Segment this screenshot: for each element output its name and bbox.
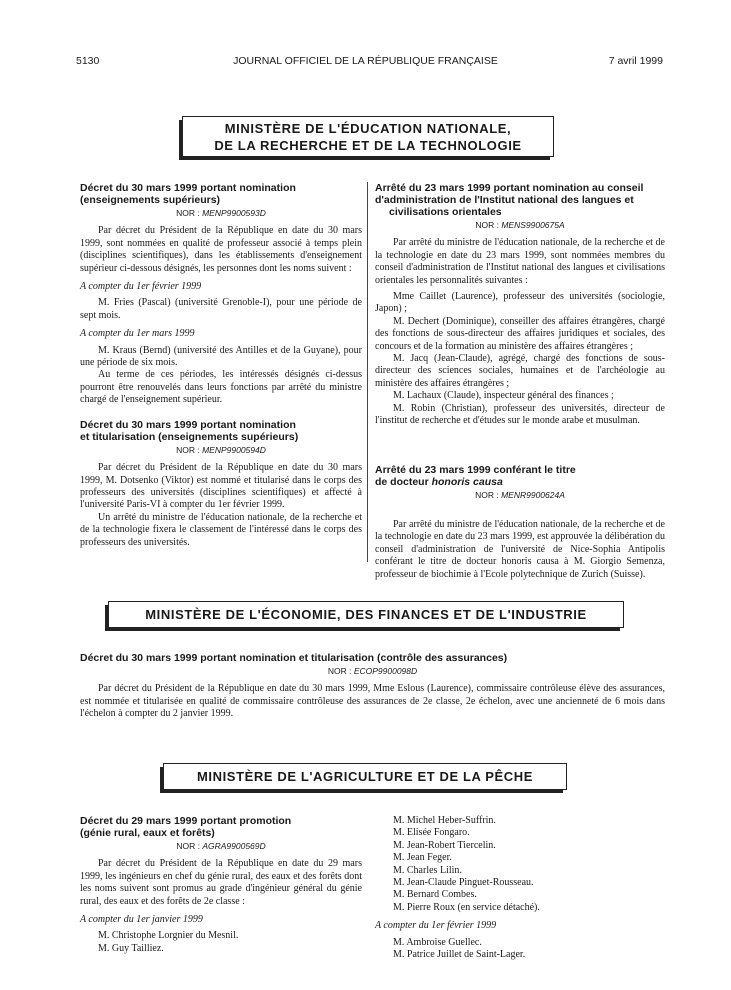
decree2-title-line1: Décret du 30 mars 1999 portant nomination xyxy=(80,418,296,431)
arrete2-nor: NOR : MENR9900624A xyxy=(475,489,565,500)
decree3-paragraph-1: Par décret du Président de la République en date du 30 mars 1999, Mme Eslous (Laurence), commissaire contrôleuse élève des assurances, est nommée et titularisée en qualité de commissaire contrôleuse des assurances de 2e classe, 2e échelon, avec une ancienneté de 6 mois dans l'échelon à compter du 2 janvier 1999. xyxy=(80,683,665,720)
left-column-education xyxy=(80,182,362,549)
arrete1-title-line2: d'administration de l'Institut national des langues et xyxy=(375,194,634,206)
ministry2-title: MINISTÈRE DE L'ÉCONOMIE, DES FINANCES ET DE L'INDUSTRIE xyxy=(145,607,587,622)
decree4-name: M. Ambroise Guellec. xyxy=(393,936,482,948)
decree4-name: M. Elisée Fongaro. xyxy=(393,827,470,839)
decree4-date-1: A compter du 1er janvier 1999 xyxy=(80,914,203,926)
arrete1-member-4: M. Lachaux (Claude), inspecteur général des finances ; xyxy=(393,390,614,402)
decree4-name: M. Guy Tailliez. xyxy=(98,942,164,954)
arrete2-title-line2: de docteur honoris causa xyxy=(375,475,503,488)
issue-date: 7 avril 1999 xyxy=(608,55,663,67)
ministry-economy-heading xyxy=(108,601,624,628)
arrete1-nor: NOR : MENS9900675A xyxy=(475,220,565,230)
decree1-paragraph-1: Par décret du Président de la République en date du 30 mars 1999, sont nommées en qualité de professeur associé à temps plein (disciplines scientifiques), dans les établissements d'enseignement supérieur ci-dessous désignés, les personnes dont les noms suivent : xyxy=(80,225,362,274)
decree4-title-line1: Décret du 29 mars 1999 portant promotion xyxy=(80,815,292,827)
decree4-name: M. Christophe Lorgnier du Mesnil. xyxy=(98,930,239,942)
decree4-name: M. Charles Lilin. xyxy=(393,864,462,876)
decree2-title-line2: et titularisation (enseignements supérieurs) xyxy=(80,430,299,443)
ministry3-title: MINISTÈRE DE L'AGRICULTURE ET DE LA PÊCHE xyxy=(196,769,534,784)
decree4-name: M. Pierre Roux (en service détaché). xyxy=(393,901,540,913)
arrete2-title-line1: Arrêté du 23 mars 1999 conférant le titre xyxy=(375,463,576,476)
ministry-agriculture-heading xyxy=(163,763,567,790)
decree1-paragraph-4: Au terme de ces périodes, les intéressés désignés ci-dessus pourront être renouvelés dans leurs fonctions par arrêté du ministre chargé de l'enseignement supérieur. xyxy=(80,369,362,406)
arrete1-paragraph-1: Par arrêté du ministre de l'éducation nationale, de la recherche et de la technologie en date du 23 mars 1999, sont nommées membres du conseil d'administration de l'Institut national des langues et civilisations orientales les personnalités suivantes : xyxy=(375,237,665,286)
decree4-name: M. Patrice Juillet de Saint-Lager. xyxy=(393,949,526,961)
decree1-date-1: A compter du 1er février 1999 xyxy=(80,281,202,293)
decree4-name: M. Jean Feger. xyxy=(393,852,452,864)
economy-section xyxy=(80,652,665,721)
decree2-paragraph-2: Un arrêté du ministre de l'éducation nationale, de la recherche et de la technologie fixera le classement de l'intéressé dans le corps des professeurs des universités. xyxy=(80,511,362,548)
arrete1-title-line1: Arrêté du 23 mars 1999 portant nomination au conseil xyxy=(375,182,644,194)
decree1-paragraph-2: M. Fries (Pascal) (université Grenoble-I), pour une période de sept mois. xyxy=(80,297,362,321)
journal-title: JOURNAL OFFICIEL DE LA RÉPUBLIQUE FRANÇAISE xyxy=(233,55,498,67)
decree4-title-line2: (génie rural, eaux et forêts) xyxy=(80,827,215,839)
arrete1-member-2: M. Dechert (Dominique), conseiller des affaires étrangères, chargé des fonctions de sous-directeur des affaires juridiques et sociales, des concours et de la formation au ministère des affaires étrangères ; xyxy=(375,315,665,352)
decree3-title: Décret du 30 mars 1999 portant nomination et titularisation (contrôle des assurances) xyxy=(80,652,508,664)
right-column-education xyxy=(375,182,665,581)
decree4-paragraph-1: Par décret du Président de la République en date du 29 mars 1999, les ingénieurs en chef du génie rural, des eaux et des forêts dont les noms suivent sont promus au grade d'ingénieur général du génie rural, des eaux et des forêts de 2e classe : xyxy=(80,858,362,907)
decree4-name: M. Bernard Combes. xyxy=(393,889,477,901)
agriculture-left-column xyxy=(80,815,362,955)
decree2-paragraph-1: Par décret du Président de la République en date du 30 mars 1999, M. Dotsenko (Viktor) est nommé et titularisé dans le corps des professeurs des universités (disciplines scientifiques) et affecté à l'université Paris-VI à compter du 1er février 1999. xyxy=(80,462,362,511)
arrete1-member-1: Mme Caillet (Laurence), professeur des universités (sociologie, Japon) ; xyxy=(375,291,665,315)
decree2-nor: NOR : MENP9900594D xyxy=(176,444,266,455)
page-number: 5130 xyxy=(76,55,100,67)
decree1-title-line1: Décret du 30 mars 1999 portant nomination xyxy=(80,182,296,194)
column-divider xyxy=(367,182,368,562)
arrete1-member-5: M. Robin (Christian), professeur des universités, directeur de l'institut de recherche et d'études sur le monde arabe et musulman. xyxy=(375,402,665,427)
decree1-paragraph-3: M. Kraus (Bernd) (université des Antilles et de la Guyane), pour une période de six mois. xyxy=(80,344,362,369)
decree1-title-line2: (enseignements supérieurs) xyxy=(80,194,221,206)
decree4-name: M. Jean-Robert Tiercelin. xyxy=(393,839,496,851)
ministry-line-2: DE LA RECHERCHE ET DE LA TECHNOLOGIE xyxy=(214,137,522,153)
ministry-education-heading xyxy=(182,116,554,157)
decree1-date-2: A compter du 1er mars 1999 xyxy=(80,328,195,340)
decree4-name: M. Michel Heber-Suffrin. xyxy=(393,815,496,826)
agriculture-right-column xyxy=(375,815,665,961)
arrete2-paragraph-1: Par arrêté du ministre de l'éducation nationale, de la recherche et de la technologie en date du 23 mars 1999, est approuvée la délibération du conseil d'administration de l'université de Nice-Sophia Antipolis conférant le titre de docteur honoris causa à M. Giorgio Semenza, professeur de biochimie à l'Ecole polytechnique de Zurich (Suisse). xyxy=(375,518,665,580)
ministry-line-1: MINISTÈRE DE L'ÉDUCATION NATIONALE, xyxy=(224,120,512,136)
decree4-date-2: A compter du 1er février 1999 xyxy=(375,920,497,932)
decree4-name: M. Jean-Claude Pinguet-Rousseau. xyxy=(393,877,534,889)
decree3-nor: NOR : ECOP9900098D xyxy=(327,666,418,676)
arrete1-member-3: M. Jacq (Jean-Claude), agrégé, chargé des fonctions de sous-directeur des sciences sociales, humaines et de l'archéologie au ministère des affaires étrangères ; xyxy=(375,353,665,389)
arrete1-title-line3: civilisations orientales xyxy=(389,206,502,218)
decree4-nor: NOR : AGRA9900569D xyxy=(176,841,266,851)
decree1-nor: NOR : MENP9900593D xyxy=(176,208,266,218)
